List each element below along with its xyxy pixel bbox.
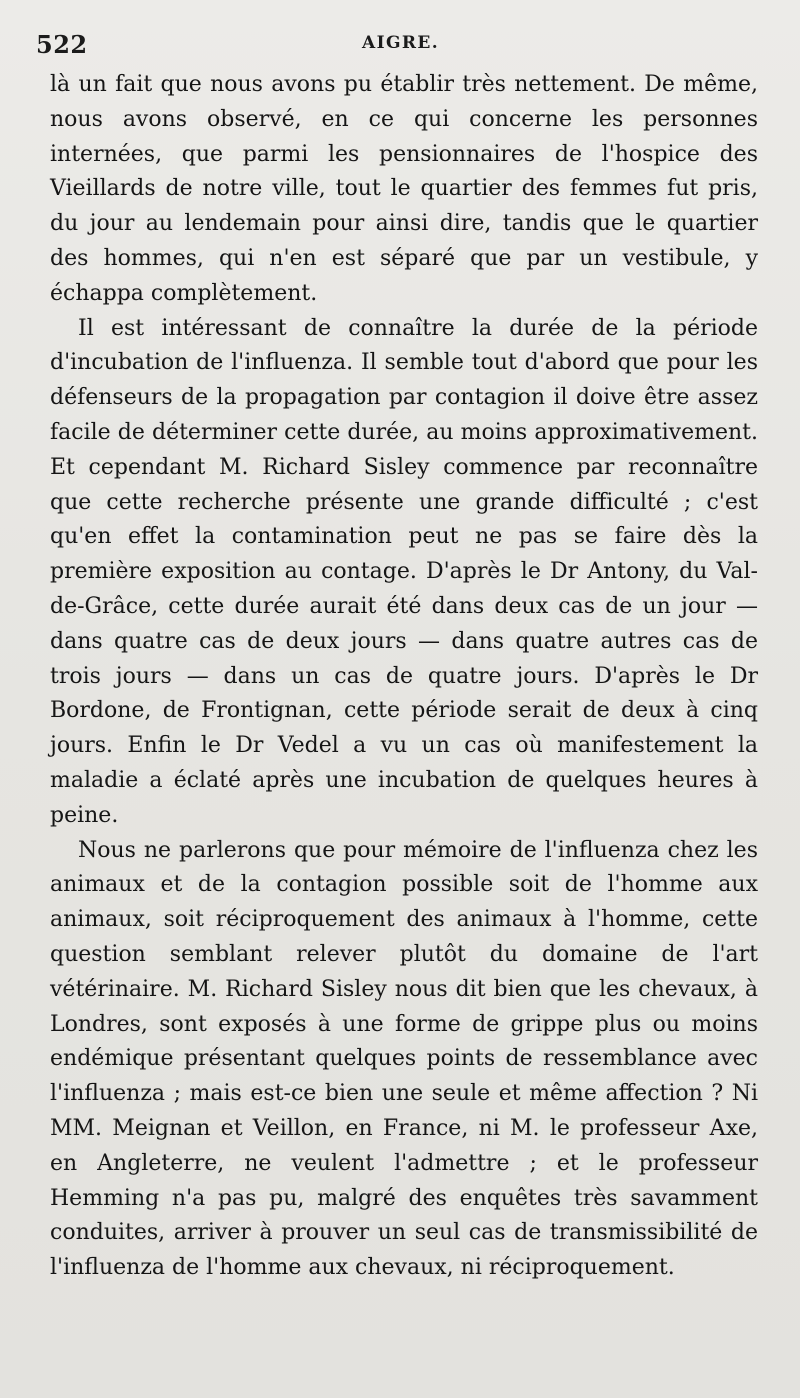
- running-title: AIGRE.: [362, 33, 440, 53]
- paragraph-2: Il est intéressant de connaître la durée de la période d'incubation de l'influenza. Il semble tout d'abord que pour les défenseurs de la propagation par contagion il doive être assez facile de déterminer cette durée, au moins approximativement. Et cependant M. Richard Sisley commence par reconnaître que cette recherche présente une grande difficulté ; c'est qu'en effet la contamination peut ne pas se faire dès la première exposition au contage. D'après le Dr Antony, du Val-de-Grâce, cette durée aurait été dans deux cas de un jour — dans quatre cas de deux jours — dans quatre autres cas de trois jours — dans un cas de quatre jours. D'après le Dr Bordone, de Frontignan, cette période serait de deux à cinq jours. Enfin le Dr Vedel a vu un cas où manifestement la maladie a éclaté après une incubation de quelques heures à peine.: [50, 315, 758, 828]
- page-number: 522: [36, 30, 88, 59]
- body-text: [50, 68, 758, 1286]
- paragraph-1: là un fait que nous avons pu établir très nettement. De même, nous avons observé, en ce qui concerne les personnes internées, que parmi les pensionnaires de l'hospice des Vieillards de notre ville, tout le quartier des femmes fut pris, du jour au lendemain pour ainsi dire, tandis que le quartier des hommes, qui n'en est séparé que par un vestibule, y échappa complètement.: [50, 72, 758, 306]
- paragraph-3: Nous ne parlerons que pour mémoire de l'influenza chez les animaux et de la contagion possible soit de l'homme aux animaux, soit réciproquement des animaux à l'homme, cette question semblant relever plutôt du domaine de l'art vétérinaire. M. Richard Sisley nous dit bien que les chevaux, à Londres, sont exposés à une forme de grippe plus ou moins endémique présentant quelques points de ressemblance avec l'influenza ; mais est-ce bien une seule et même affection ? Ni MM. Meignan et Veillon, en France, ni M. le professeur Axe, en Angleterre, ne veulent l'admettre ; et le professeur Hemming n'a pas pu, malgré des enquêtes très savamment conduites, arriver à prouver un seul cas de transmissibilité de l'influenza de l'homme aux chevaux, ni réciproquement.: [50, 837, 758, 1281]
- page-header: [36, 30, 756, 62]
